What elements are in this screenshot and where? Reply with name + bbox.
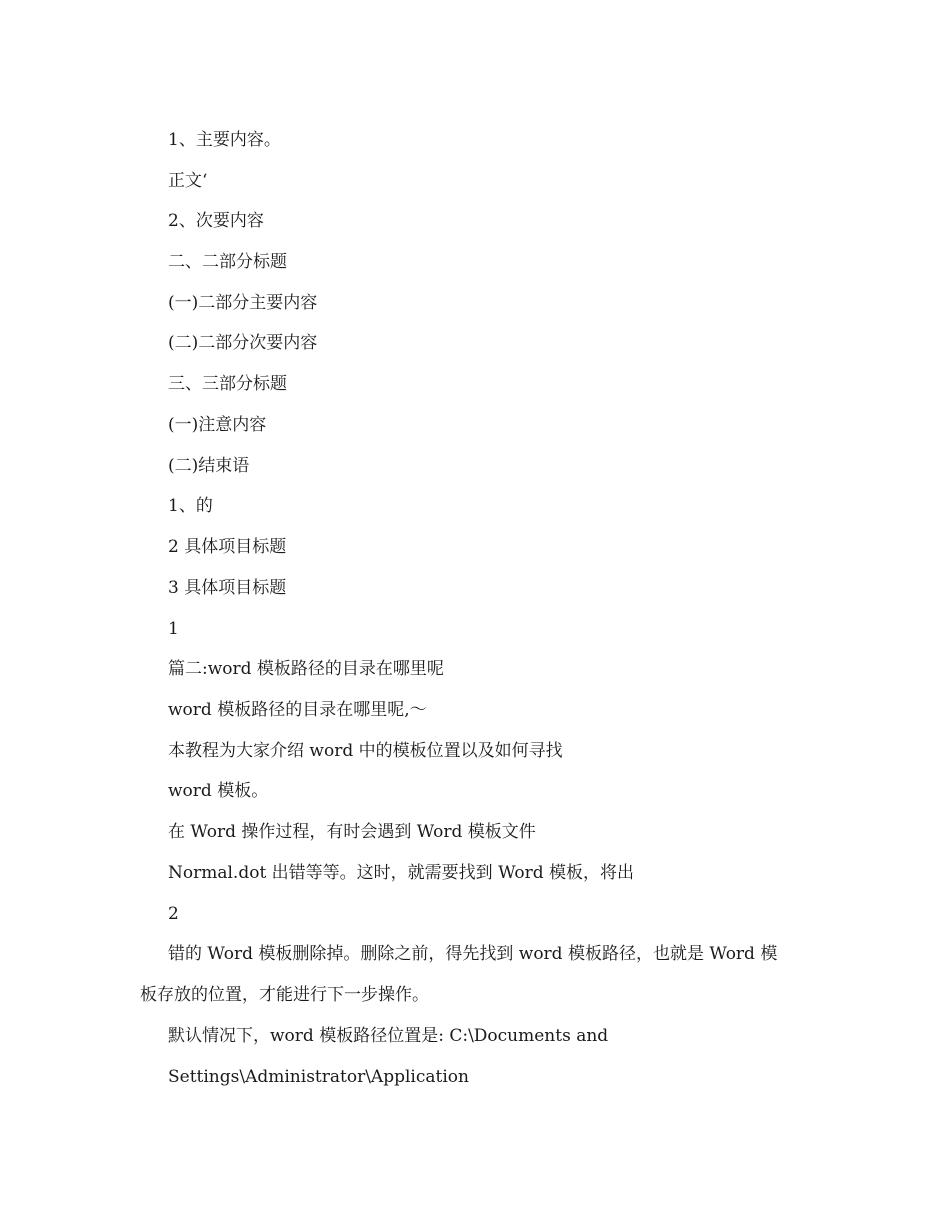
page-number: 1 xyxy=(168,619,179,639)
text-line: 2 具体项目标题 xyxy=(168,537,287,557)
text-line: 板存放的位置，才能进行下一步操作。 xyxy=(140,985,429,1005)
text-line: 1、的 xyxy=(168,496,213,516)
text-line: Settings\Administrator\Application xyxy=(168,1067,469,1087)
text-line: 1、主要内容。 xyxy=(168,130,281,150)
text-line: Normal.dot 出错等等。这时，就需要找到 Word 模板，将出 xyxy=(168,863,635,883)
text-line: (一)二部分主要内容 xyxy=(168,293,318,313)
text-line: 2、次要内容 xyxy=(168,211,264,231)
text-line: 错的 Word 模板删除掉。删除之前，得先找到 word 模板路径，也就是 Word 模 xyxy=(168,944,778,964)
section-heading: 三、三部分标题 xyxy=(168,374,287,394)
text-line: 默认情况下，word 模板路径位置是: C:\Documents and xyxy=(168,1026,609,1046)
text-line: word 模板路径的目录在哪里呢,～ xyxy=(168,700,427,720)
article-title: 篇二:word 模板路径的目录在哪里呢 xyxy=(168,659,444,679)
text-line: (二)结束语 xyxy=(168,456,250,476)
text-line: 3 具体项目标题 xyxy=(168,578,287,598)
text-line: (二)二部分次要内容 xyxy=(168,333,318,353)
text-line: 在 Word 操作过程，有时会遇到 Word 模板文件 xyxy=(168,822,536,842)
page-number: 2 xyxy=(168,904,179,924)
section-heading: 二、二部分标题 xyxy=(168,252,287,272)
text-line: (一)注意内容 xyxy=(168,415,267,435)
text-line: 正文‘ xyxy=(168,171,208,191)
text-line: word 模板。 xyxy=(168,781,269,801)
text-line: 本教程为大家介绍 word 中的模板位置以及如何寻找 xyxy=(168,741,563,761)
